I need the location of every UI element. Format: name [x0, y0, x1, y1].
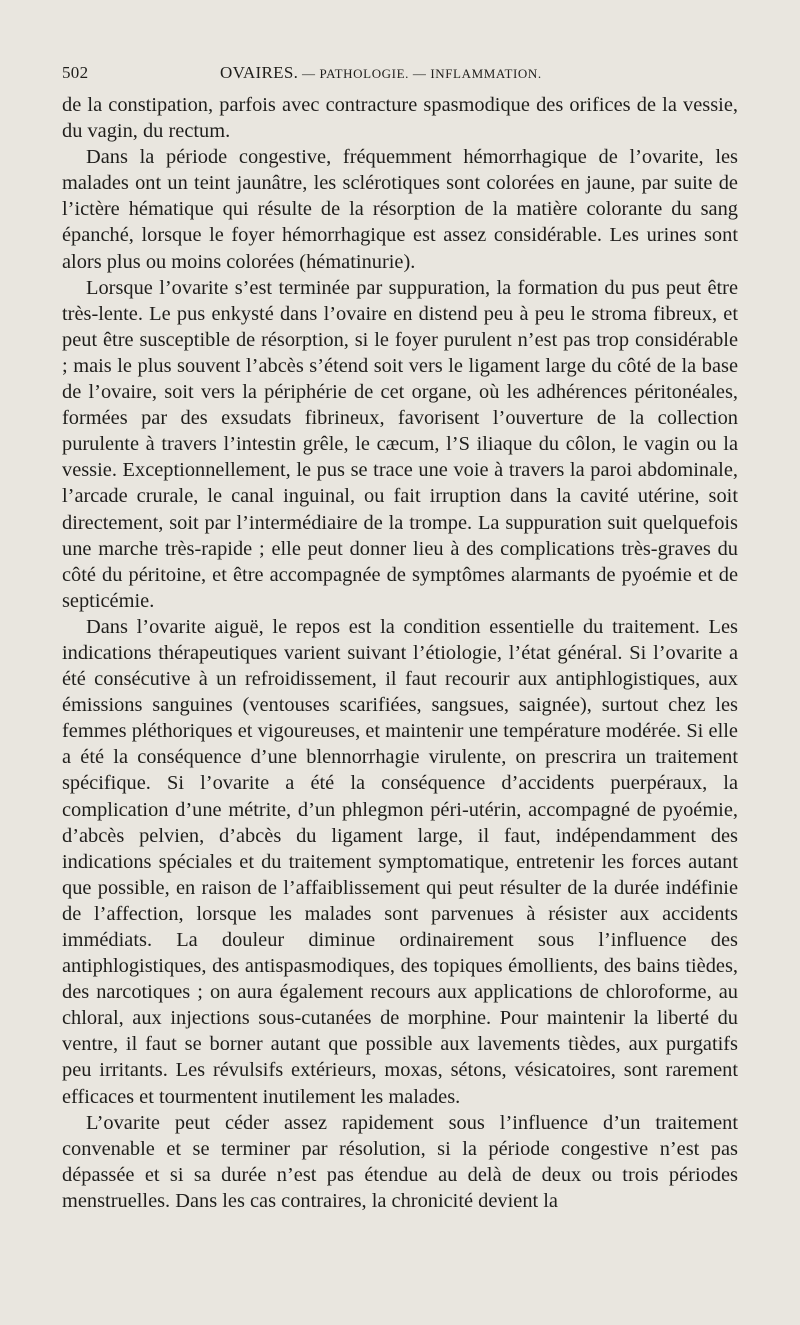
body-text	[62, 92, 738, 1214]
paragraph-continued: de la constipation, parfois avec contracture spasmodique des orifices de la vessie, du vagin, du rectum.	[62, 94, 738, 143]
running-title-separator: —	[409, 66, 431, 81]
paragraph-treatment: Dans l’ovarite aiguë, le repos est la condition essentielle du traitement. Les indications thérapeutiques varient suivant l’étiologie, l’état général. Si l’ovarite a été consécutive à un refroidissement, il faut recourir aux antiphlogistiques, aux émissions sanguines (ventouses scarifiées, sangsues, saignée), surtout chez les femmes pléthoriques et vigoureuses, et maintenir une température modérée. Si elle a été la conséquence d’une blennorrhagie virulente, on prescrira un traitement spécifique. Si l’ovarite a été la conséquence d’accidents puerpéraux, la complication d’une métrite, d’un phlegmon péri-utérin, accompagné de pyoémie, d’abcès pelvien, d’abcès du ligament large, il faut, indépendamment des indications spéciales et du traitement symptomatique, entretenir les forces autant que possible, en raison de l’affaiblissement qui peut résulter de la durée indéfinie de l’affection, lorsque les malades sont parvenues à résister aux accidents immédiats. La douleur diminue ordinairement sous l’influence des antiphlogistiques, des antispasmodiques, des topiques émollients, des bains tièdes, des narcotiques ; on aura également recours aux applications de chloroforme, au chloral, aux injections sous-cutanées de morphine. Pour maintenir la liberté du ventre, il faut se borner autant que possible aux lavements tièdes, aux purgatifs peu irritants. Les révulsifs extérieurs, moxas, sétons, vésicatoires, sont rarement efficaces et tourmentent inutilement les malades.	[62, 615, 738, 1108]
paragraph-resolution: L’ovarite peut céder assez rapidement sous l’influence d’un traitement convenable et se terminer par résolution, si la période congestive n’est pas dépassée et si sa durée n’est pas étendue au delà de deux ou trois périodes menstruelles. Dans les cas contraires, la chronicité devient la	[62, 1111, 738, 1212]
running-title	[220, 63, 542, 83]
running-title-subsection: INFLAMMATION.	[430, 66, 542, 81]
running-title-section: PATHOLOGIE.	[319, 66, 409, 81]
paragraph-suppuration: Lorsque l’ovarite s’est terminée par suppuration, la formation du pus peut être très-lente. Le pus enkysté dans l’ovaire en distend peu à peu le stroma fibreux, et peut être susceptible de résorption, si le foyer purulent n’est pas trop considérable ; mais le plus souvent l’abcès s’étend soit vers le ligament large du côté de la base de l’ovaire, soit vers la périphérie de cet organe, où les adhérences péritonéales, formées par des exsudats fibrineux, favorisent l’ouverture de la collection purulente à travers l’intestin grêle, le cæcum, l’S iliaque du côlon, le vagin ou la vessie. Exceptionnellement, le pus se trace une voie à travers la paroi abdominale, l’arcade crurale, le canal inguinal, ou fait irruption dans la cavité utérine, soit directement, soit par l’intermédiaire de la trompe. La suppuration suit quelquefois une marche très-rapide ; elle peut donner lieu à des complications très-graves du côté du péritoine, et être accompagnée de symptômes alarmants de pyoémie et de septicémie.	[62, 276, 738, 612]
running-title-main: OVAIRES.	[220, 63, 299, 82]
page-number: 502	[62, 63, 89, 82]
paragraph-congestive-period: Dans la période congestive, fréquemment hémorrhagique de l’ovarite, les malades ont un teint jaunâtre, les sclérotiques sont colorées en jaune, par suite de l’ictère hématique qui résulte de la résorption de la matière colorante du sang épanché, lorsque le foyer hémorrhagique est assez considérable. Les urines sont alors plus ou moins colorées (hématinurie).	[62, 146, 738, 273]
running-head	[62, 63, 738, 89]
running-title-separator: —	[298, 66, 320, 81]
